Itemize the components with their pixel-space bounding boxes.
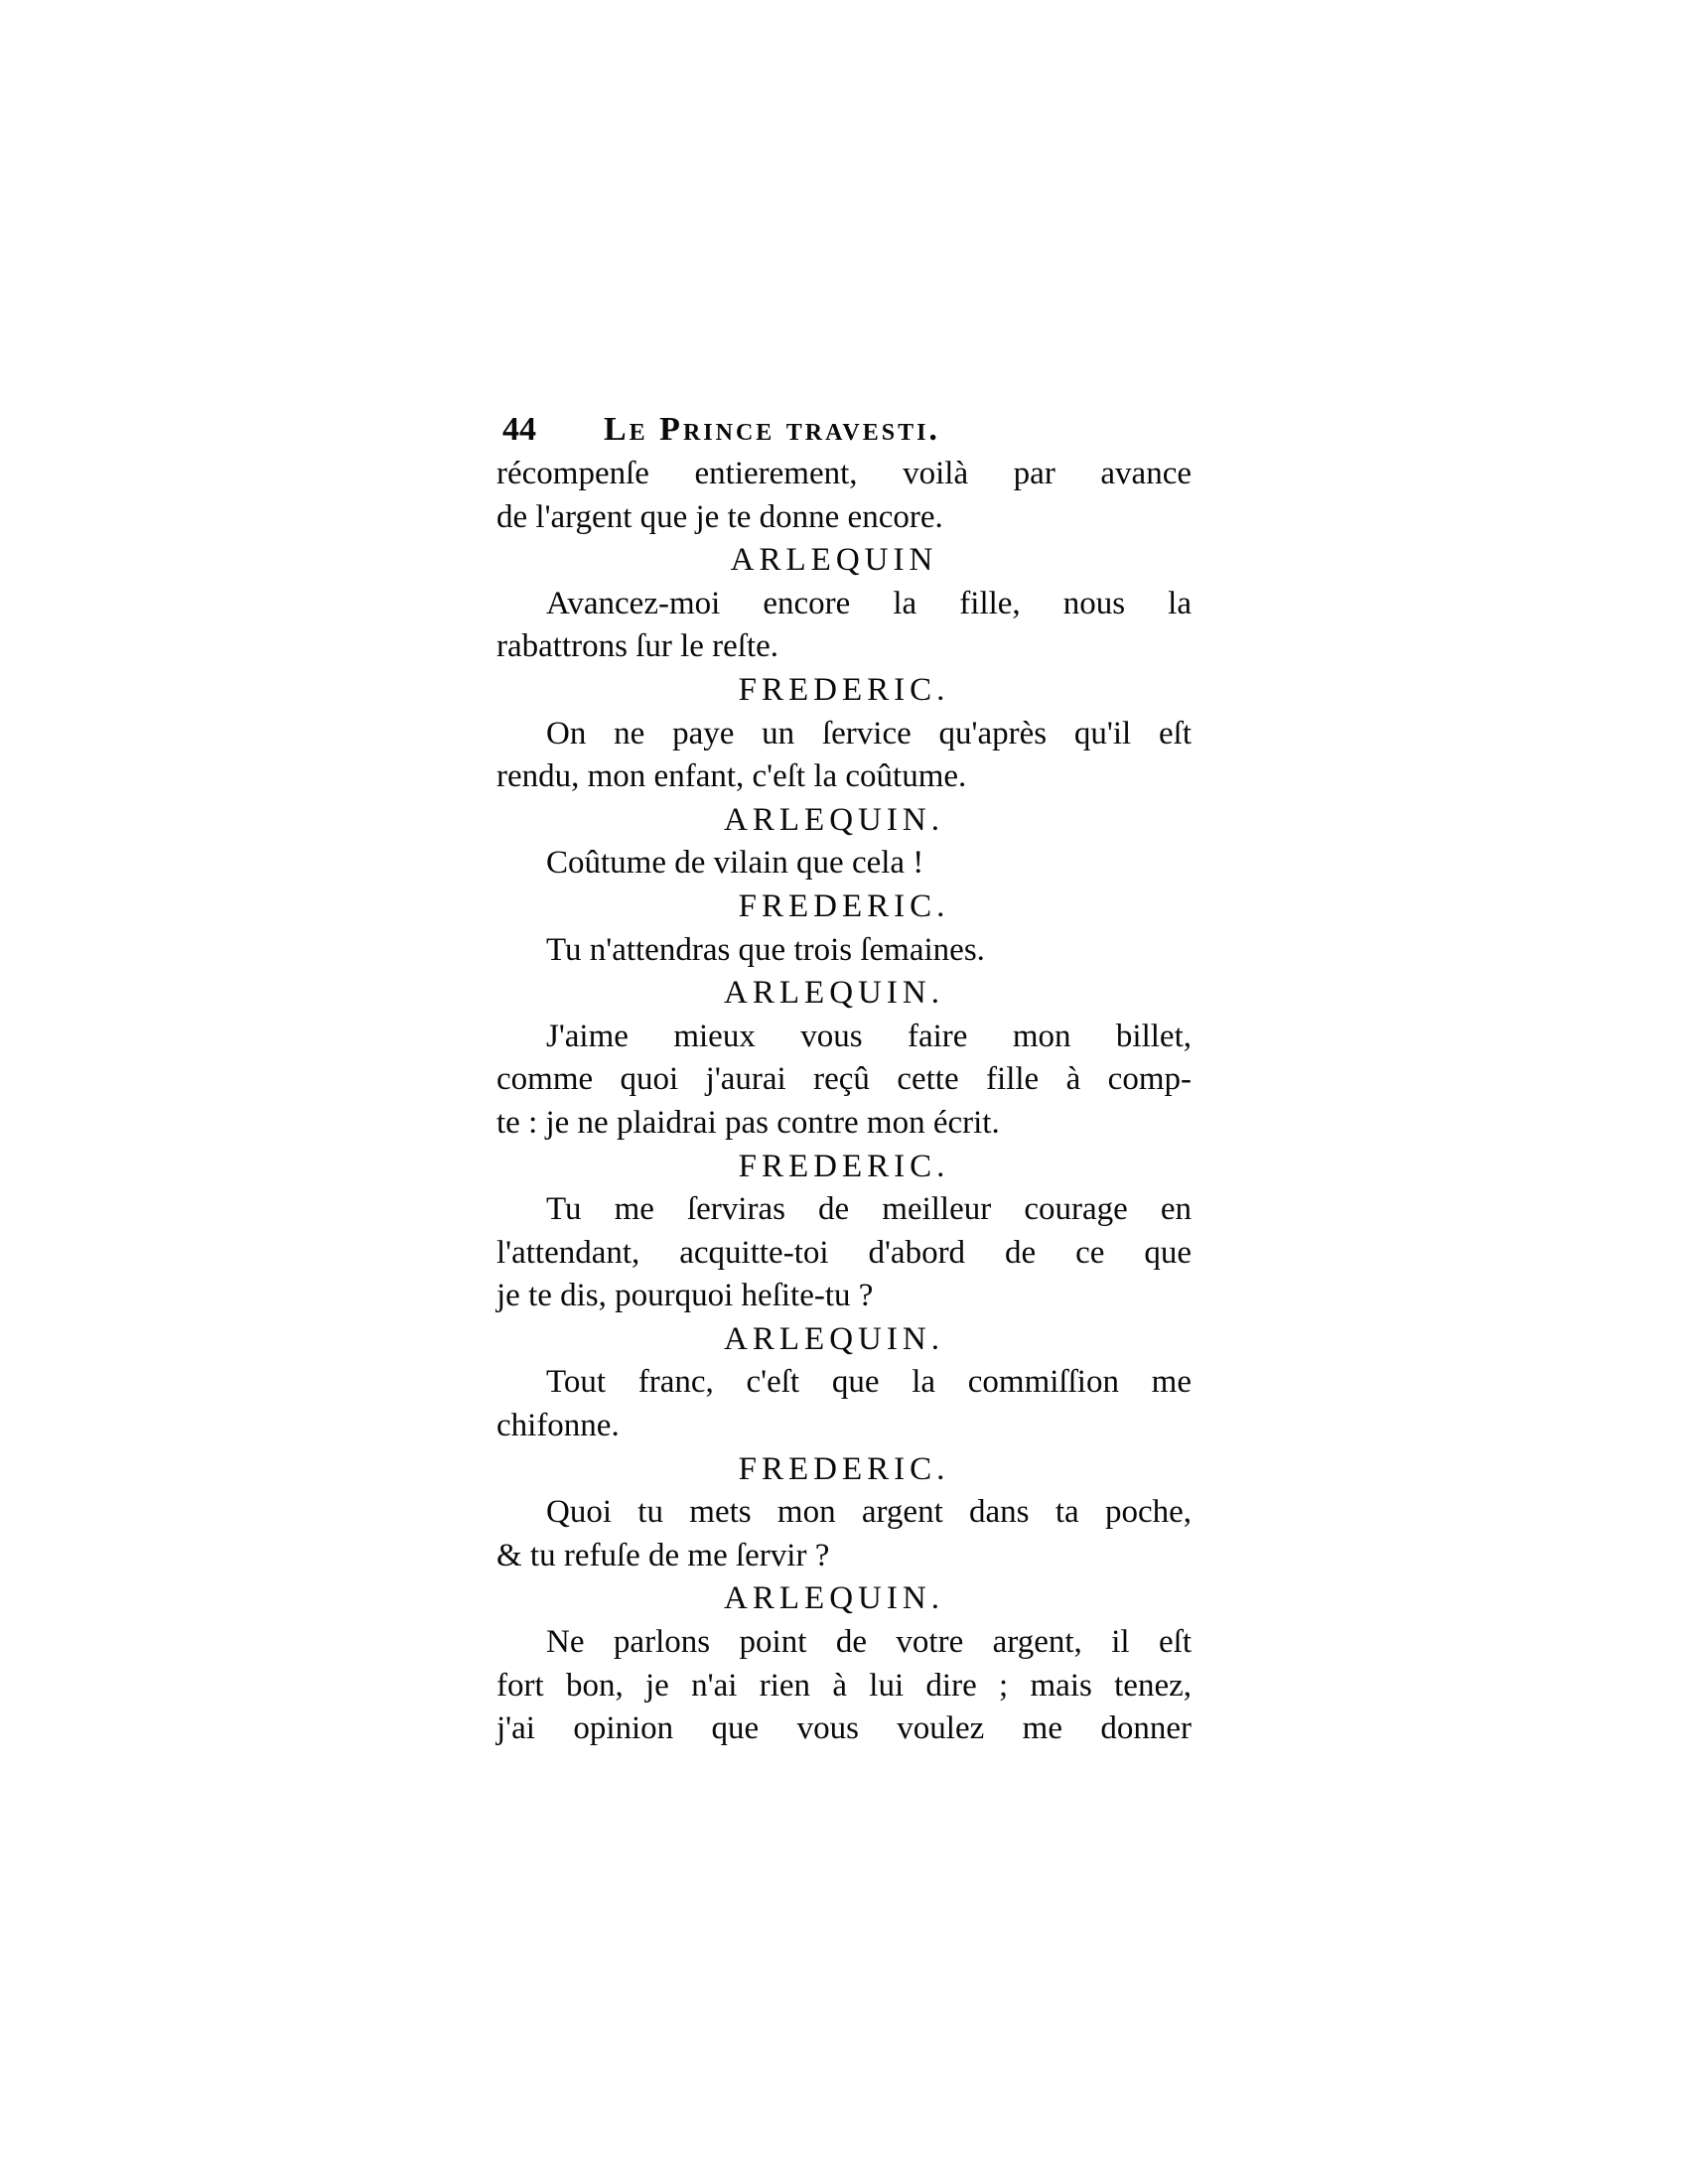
text-line: fort bon, je n'ai rien à lui dire ; mais tenez, (496, 1667, 1192, 1704)
book-page (496, 407, 1192, 1751)
text-line: Coûtume de vilain que cela ! (546, 845, 924, 882)
running-title: Le Prince travesti. (604, 411, 940, 448)
text-line: comme quoi j'aurai reçû cette fille à comp- (496, 1061, 1192, 1098)
text-line: l'attendant, acquitte-toi d'abord de ce que (496, 1234, 1192, 1271)
text-line: Tout franc, c'eſt que la commiſſion me (546, 1364, 1192, 1401)
speaker-name: ARLEQUIN. (724, 975, 944, 1012)
page-number: 44 (502, 411, 536, 448)
text-line: te : je ne plaidrai pas contre mon écrit. (496, 1104, 1000, 1141)
text-line: Ne parlons point de votre argent, il eſt (546, 1624, 1192, 1661)
text-line: récompenſe entierement, voilà par avance (496, 456, 1192, 491)
text-line: rendu, mon enfant, c'eſt la coûtume. (496, 758, 967, 795)
speaker-name: FREDERIC. (738, 1450, 950, 1487)
speaker-name: ARLEQUIN. (724, 1320, 944, 1357)
speaker-name: ARLEQUIN (730, 542, 938, 579)
text-line: Tu n'attendras que trois ſemaines. (546, 931, 985, 968)
speaker-name: ARLEQUIN. (724, 1580, 944, 1617)
text-line: Tu me ſerviras de meilleur courage en (546, 1191, 1192, 1228)
page-header (496, 407, 1192, 453)
text-line: Quoi tu mets mon argent dans ta poche, (546, 1494, 1192, 1531)
text-line: & tu refuſe de me ſervir ? (496, 1537, 830, 1573)
text-line: je te dis, pourquoi heſite-tu ? (496, 1278, 874, 1314)
speaker-name: FREDERIC. (738, 671, 950, 708)
speaker-name: FREDERIC. (738, 887, 950, 924)
text-line: J'aime mieux vous faire mon billet, (546, 1018, 1192, 1054)
speaker-name: ARLEQUIN. (724, 801, 944, 838)
text-line: chifonne. (496, 1408, 620, 1444)
text-line: On ne paye un ſervice qu'après qu'il eſt (546, 715, 1192, 751)
speaker-name: FREDERIC. (738, 1148, 950, 1184)
text-line: de l'argent que je te donne encore. (496, 498, 943, 535)
text-line: Avancez-moi encore la fille, nous la (546, 585, 1192, 621)
text-line: j'ai opinion que vous voulez me donner (496, 1710, 1192, 1747)
text-line: rabattrons ſur le reſte. (496, 628, 779, 665)
